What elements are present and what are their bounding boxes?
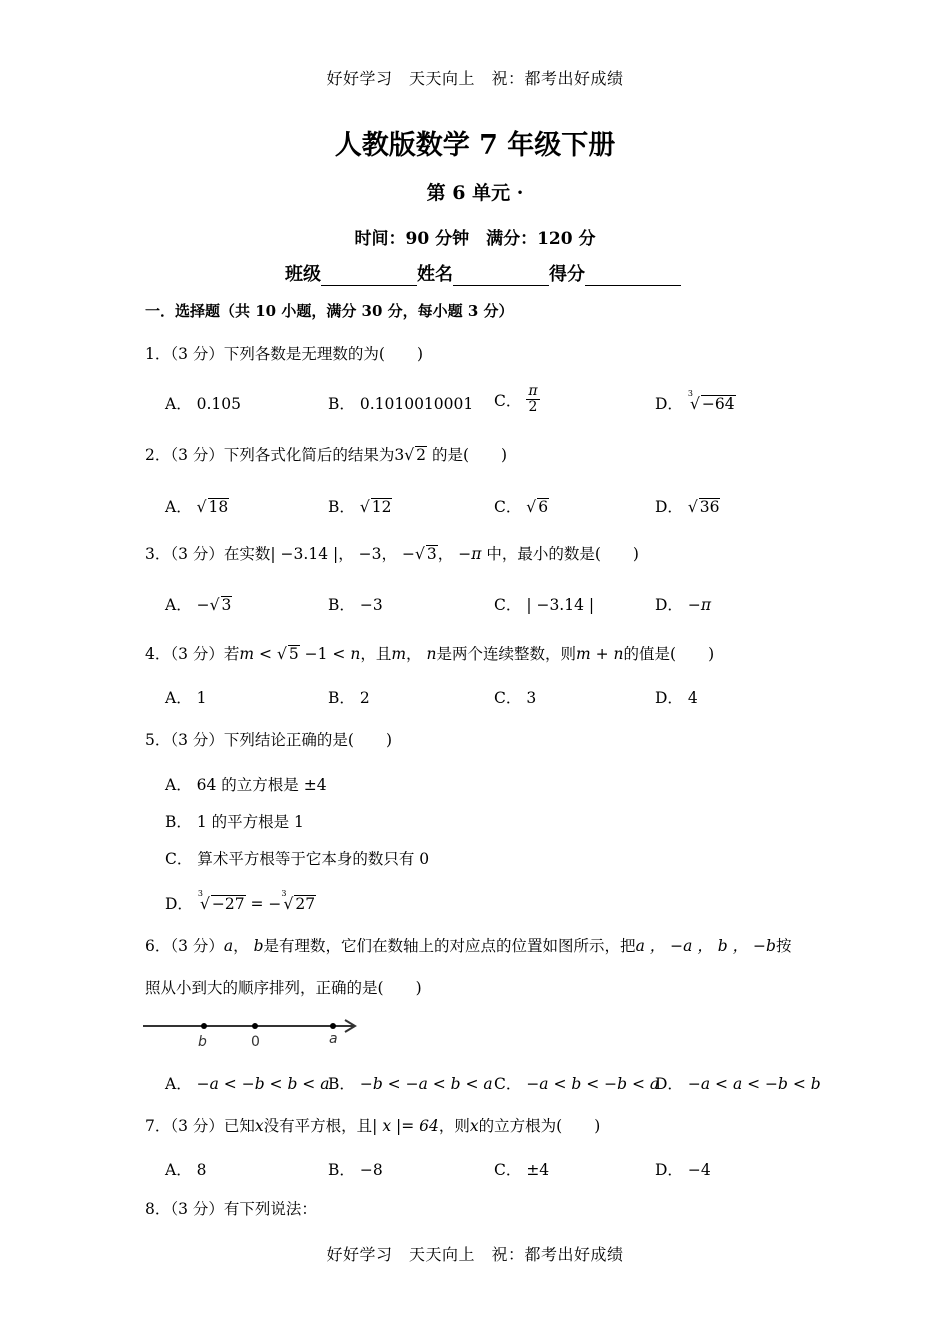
q1-option-c: C． $\frac{\pi}{2}$	[494, 383, 538, 416]
point-a	[330, 1023, 336, 1029]
q7-option-d: D． −4	[655, 1161, 711, 1179]
q2-option-a: A． √ 18	[165, 498, 229, 516]
q3-option-c: C． | −3.14 |	[494, 596, 595, 614]
page-footer: 好好学习 天天向上 祝：都考出好成绩	[326, 1245, 624, 1264]
q3-option-b: B． −3	[328, 596, 383, 614]
page-title: 人教版数学 7 年级下册	[334, 130, 616, 161]
point-b	[201, 1023, 207, 1029]
q6-option-d: D． −a < a < −b < b	[655, 1075, 821, 1093]
label-a: a	[329, 1031, 338, 1047]
time-score-info: 时间：90 分钟 满分：120 分	[354, 229, 596, 249]
name-label: 姓名	[417, 264, 453, 285]
unit-subtitle: 第 6 单元 ·	[426, 182, 524, 204]
q5-option-c: C． 算术平方根等于它本身的数只有 0	[165, 850, 430, 868]
q1-option-d: D． $^3$√ −64	[655, 389, 735, 413]
question-1-stem: 1．（3 分）下列各数是无理数的为( )	[145, 345, 424, 363]
label-b: b	[198, 1034, 207, 1050]
q4-option-a: A． 1	[165, 689, 207, 707]
q4-option-b: B． 2	[328, 689, 370, 707]
q7-option-b: B． −8	[328, 1161, 383, 1179]
question-8-stem: 8．（3 分）有下列说法：	[145, 1200, 317, 1218]
q4-option-c: C． 3	[494, 689, 537, 707]
name-blank	[453, 267, 549, 286]
q3-option-d: D． −π	[655, 596, 712, 614]
q7-option-a: A． 8	[165, 1161, 207, 1179]
score-label: 得分	[549, 264, 585, 285]
page-header: 好好学习 天天向上 祝：都考出好成绩	[326, 69, 624, 88]
q5-option-d: D． $^3$√ −27 = −$^3$√ 27	[165, 889, 316, 913]
point-zero	[252, 1023, 258, 1029]
q5-option-a: A． 64 的立方根是 ±4	[165, 776, 327, 794]
q6-option-a: A． −a < −b < b < a	[165, 1075, 330, 1093]
q6-option-b: B． −b < −a < b < a	[328, 1075, 493, 1093]
number-line-figure	[143, 1012, 363, 1052]
question-2-stem: 2．（3 分）下列各式化简后的结果为3√ 2 的是( )	[145, 446, 508, 464]
q4-option-d: D． 4	[655, 689, 698, 707]
class-blank	[321, 267, 417, 286]
q1-option-a: A． 0.105	[165, 395, 242, 413]
section-title: 一．选择题（共 10 小题，满分 30 分，每小题 3 分）	[145, 302, 514, 320]
q6-option-c: C． −a < b < −b < a	[494, 1075, 660, 1093]
question-5-stem: 5．（3 分）下列结论正确的是( )	[145, 731, 393, 749]
question-6-stem-line2: 照从小到大的顺序排列，正确的是( )	[145, 979, 422, 997]
class-label: 班级	[285, 264, 321, 285]
q2-option-c: C． √ 6	[494, 498, 549, 516]
q7-option-c: C． ±4	[494, 1161, 550, 1179]
question-7-stem: 7．（3 分）已知x没有平方根，且| x |= 64，则x的立方根为( )	[145, 1117, 601, 1135]
label-zero: 0	[251, 1034, 260, 1050]
score-blank	[585, 267, 681, 286]
q3-option-a: A． −√ 3	[165, 596, 232, 614]
student-info-line	[285, 260, 681, 286]
question-4-stem: 4．（3 分）若m < √ 5 −1 < n，且m， n是两个连续整数，则m + n的值是( )	[145, 645, 715, 663]
q2-option-b: B． √ 12	[328, 498, 392, 516]
q5-option-b: B． 1 的平方根是 1	[165, 813, 304, 831]
question-6-stem-line1: 6．（3 分）a， b是有理数，它们在数轴上的对应点的位置如图所示，把a ， −a ， b ， −b按	[145, 937, 792, 955]
q2-option-d: D． √ 36	[655, 498, 720, 516]
q1-option-b: B． 0.1010010001	[328, 395, 474, 413]
question-3-stem: 3．（3 分）在实数| −3.14 |， −3， −√ 3， −π 中，最小的数是( )	[145, 545, 639, 563]
